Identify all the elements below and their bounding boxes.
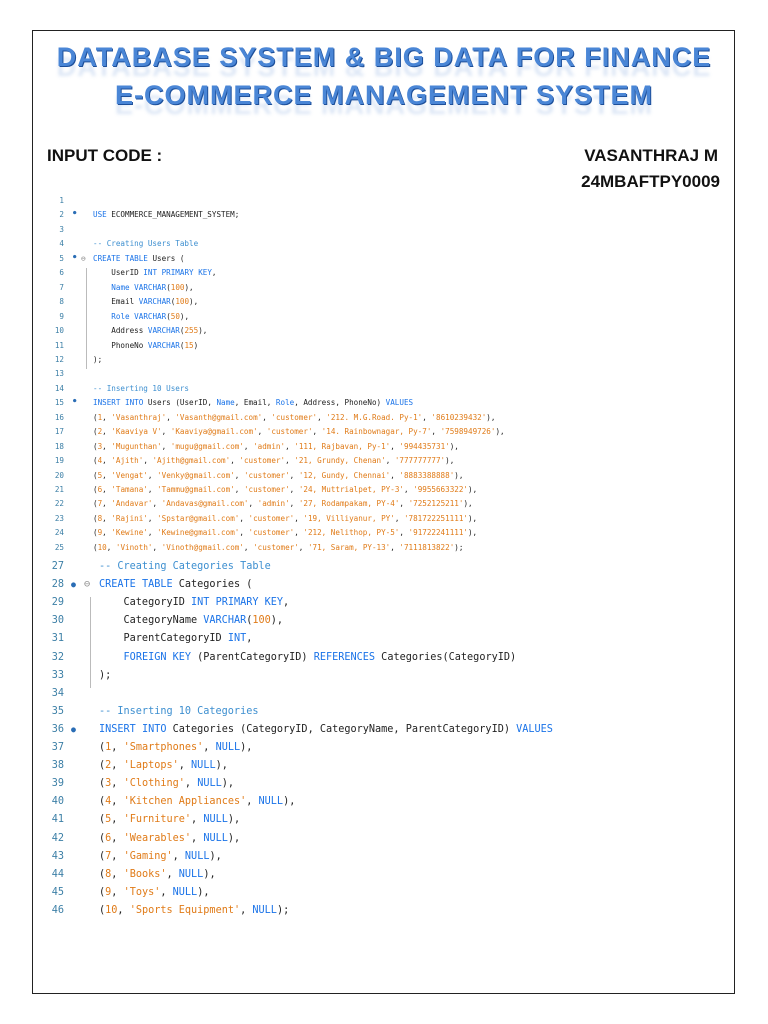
- code-line: (9, 'Toys', NULL),: [99, 886, 210, 898]
- code-line: (10, 'Sports Equipment', NULL);: [99, 904, 290, 916]
- line-number: 8: [59, 297, 64, 307]
- code-line: (1, 'Vasanthraj', 'Vasanth@gmail.com', 'customer', '212. M.G.Road. Py-1', '8610239432'),: [93, 412, 496, 422]
- code-line: INSERT INTO Categories (CategoryID, CategoryName, ParentCategoryID) VALUES: [99, 723, 553, 735]
- line-number: 38: [51, 760, 64, 772]
- line-number: 27: [51, 561, 64, 572]
- breakpoint-dot-icon: ●: [71, 579, 76, 590]
- line-number: 41: [51, 814, 64, 826]
- line-number: 15: [54, 398, 64, 408]
- line-number: 42: [51, 832, 64, 844]
- code-line: Email VARCHAR(100),: [93, 297, 199, 307]
- line-number: 14: [54, 383, 64, 393]
- code-line: UserID INT PRIMARY KEY,: [93, 268, 217, 278]
- line-number: 1: [59, 196, 64, 205]
- line-number: 20: [54, 470, 64, 480]
- code-line: Name VARCHAR(100),: [111, 282, 194, 292]
- code-line: (5, 'Vengat', 'Venky@gmail.com', 'customer', '12, Gundy, Chennai', '8883388888'),: [93, 470, 464, 480]
- line-number: 43: [51, 850, 64, 862]
- code-line: (2, 'Kaaviya V', 'Kaaviya@gmail.com', 'customer', '14. Rainbownagar, Py-7', '7598949726'),: [93, 427, 505, 437]
- breakpoint-dot-icon: ●: [73, 398, 77, 405]
- code-line: (9, 'Kewine', 'Kewine@gmail.com', 'customer', '212, Nelithop, PY-5', '91722241111'),: [93, 528, 478, 538]
- code-line: (7, 'Andavar', 'Andavas@gmail.com', 'admin', '27, Rodampakam, PY-4', '7252125211'),: [93, 499, 473, 509]
- line-number: 19: [54, 456, 64, 466]
- fold-toggle-icon[interactable]: ⊖: [81, 253, 86, 263]
- line-number: 33: [51, 669, 64, 681]
- code-line: CREATE TABLE Users (: [93, 253, 185, 263]
- line-number: 46: [51, 904, 64, 916]
- breakpoint-dot-icon: ●: [71, 723, 76, 734]
- code-line: Address VARCHAR(255),: [93, 326, 208, 336]
- line-number: 12: [54, 354, 64, 364]
- code-line: ParentCategoryID INT,: [99, 633, 253, 645]
- code-line: (3, 'Clothing', NULL),: [99, 778, 235, 790]
- code-line: (6, 'Wearables', NULL),: [99, 832, 241, 844]
- code-line: (4, 'Kitchen Appliances', NULL),: [99, 796, 296, 808]
- fold-guide: [90, 597, 91, 688]
- line-number: 45: [51, 886, 64, 898]
- code-line: PhoneNo VARCHAR(15): [93, 340, 199, 350]
- fold-guide: [86, 268, 87, 369]
- line-number: 9: [59, 311, 64, 321]
- line-number: 10: [54, 326, 64, 336]
- code-line: USE ECOMMERCE_MANAGEMENT_SYSTEM;: [93, 210, 240, 220]
- line-number: 34: [51, 687, 64, 699]
- line-number: 23: [54, 513, 64, 523]
- line-number: 2: [59, 210, 64, 220]
- code-line: (6, 'Tamana', 'Tammu@gmail.com', 'customer', '24, Muttrialpet, PY-3', '9955663322'),: [93, 485, 478, 494]
- line-number: 36: [51, 723, 64, 735]
- line-number: 18: [54, 441, 64, 451]
- line-number: 32: [51, 651, 64, 663]
- line-number: 7: [59, 282, 64, 292]
- line-number: 40: [51, 796, 64, 808]
- line-number: 16: [54, 412, 64, 422]
- line-number: 21: [54, 485, 64, 494]
- line-number: 44: [51, 868, 64, 880]
- code-line: -- Inserting 10 Users: [93, 383, 190, 393]
- code-line: (8, 'Rajini', 'Spstar@gmail.com', 'customer', '19, Villiyanur, PY', '781722251111'),: [93, 513, 478, 523]
- code-line: (7, 'Gaming', NULL),: [99, 850, 222, 862]
- code-line: (10, 'Vinoth', 'Vinoth@gmail.com', 'customer', '71, Saram, PY-13', '7111813822');: [93, 542, 464, 552]
- input-code-label: INPUT CODE :: [47, 146, 163, 165]
- line-number: 3: [59, 224, 64, 234]
- line-number: 29: [51, 597, 64, 609]
- line-number: 4: [59, 239, 64, 249]
- code-line: (2, 'Laptops', NULL),: [99, 760, 228, 772]
- breakpoint-dot-icon: ●: [73, 210, 77, 217]
- line-number: 11: [54, 340, 64, 350]
- line-number: 24: [54, 528, 64, 538]
- document-subtitle: E-COMMERCE MANAGEMENT SYSTEM: [114, 80, 653, 110]
- breakpoint-dot-icon: ●: [73, 253, 77, 260]
- line-number: 17: [54, 427, 64, 437]
- line-number: 6: [59, 268, 64, 278]
- code-line: FOREIGN KEY (ParentCategoryID) REFERENCES Categories(CategoryID): [123, 651, 517, 663]
- code-line: CategoryName VARCHAR(100),: [99, 615, 284, 627]
- line-number: 25: [54, 542, 64, 552]
- code-line: Role VARCHAR(50),: [111, 311, 190, 321]
- code-line: -- Inserting 10 Categories: [99, 705, 259, 717]
- code-line: (3, 'Mugunthan', 'mugu@gmail.com', 'admin', '111, Rajbavan, Py-1', '994435731'),: [93, 441, 459, 451]
- line-number: 37: [51, 742, 64, 753]
- document-title: DATABASE SYSTEM & BIG DATA FOR FINANCE: [56, 42, 712, 72]
- fold-toggle-icon[interactable]: ⊖: [84, 579, 91, 591]
- code-line: INSERT INTO Users (UserID, Name, Email, Role, Address, PhoneNo) VALUES: [93, 398, 414, 408]
- line-number: 30: [51, 615, 64, 627]
- line-number: 5: [59, 253, 64, 263]
- line-number: 35: [51, 705, 64, 717]
- code-line: -- Creating Categories Table: [99, 561, 271, 572]
- line-number: 39: [51, 778, 64, 790]
- code-line: (8, 'Books', NULL),: [99, 868, 216, 880]
- author-name: VASANTHRAJ M: [584, 146, 718, 165]
- line-number: 28: [51, 579, 64, 591]
- code-line: (5, 'Furniture', NULL),: [99, 814, 241, 826]
- code-line: (4, 'Ajith', 'Ajith@gmail.com', 'customer', '21, Grundy, Chenan', '777777777'),: [93, 456, 455, 466]
- line-number: 31: [51, 633, 64, 645]
- code-line: -- Creating Users Table: [93, 239, 199, 249]
- code-line: );: [99, 669, 112, 681]
- code-line: CategoryID INT PRIMARY KEY,: [99, 597, 290, 609]
- code-line: );: [93, 354, 103, 364]
- line-number: 22: [54, 499, 64, 509]
- code-line: (1, 'Smartphones', NULL),: [99, 742, 253, 753]
- author-roll-number: 24MBAFTPY0009: [581, 172, 720, 191]
- line-number: 13: [54, 369, 64, 379]
- code-line: CREATE TABLE Categories (: [99, 579, 253, 591]
